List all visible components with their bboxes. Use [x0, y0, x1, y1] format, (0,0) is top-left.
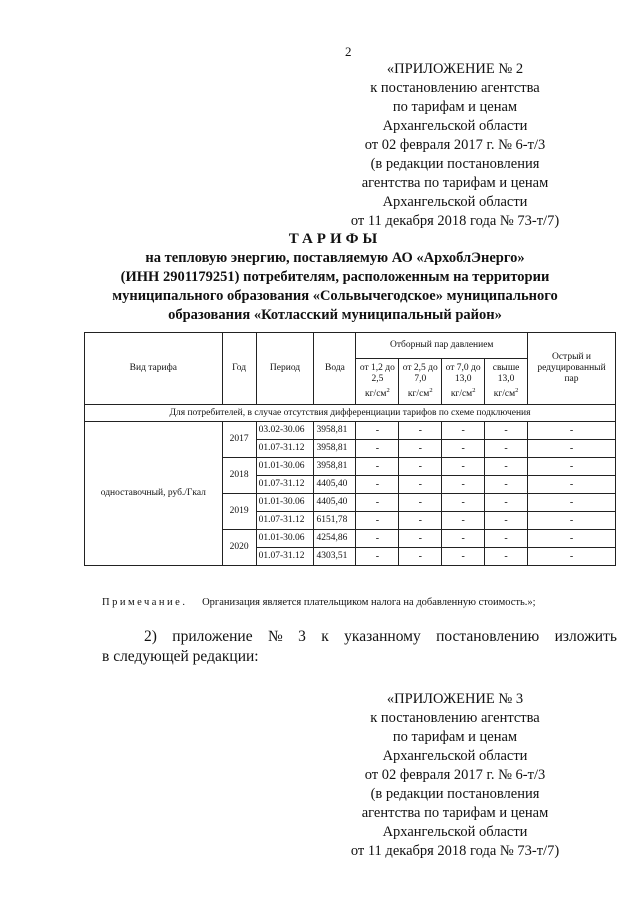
water-cell: 3958,81: [314, 458, 356, 476]
header-sharp-steam: Острый и редуцированный пар: [528, 333, 616, 405]
period-cell: 03.02-30.06: [256, 422, 314, 440]
appendix-line: агентства по тарифам и ценам: [361, 175, 549, 191]
dash-cell: -: [485, 548, 528, 566]
period-cell: 01.07-31.12: [256, 476, 314, 494]
dash-cell: -: [485, 530, 528, 548]
appendix-line: по тарифам и ценам: [392, 99, 518, 115]
dash-cell: -: [442, 530, 485, 548]
header-steam-4: свыше 13,0 $кг/см^2$: [485, 359, 528, 405]
appendix-line: по тарифам и ценам: [392, 729, 518, 745]
dash-cell: -: [442, 476, 485, 494]
header-steam-1: от 1,2 до 2,5 $кг/см^2$: [356, 359, 399, 405]
appendix-line: от 11 декабря 2018 года № 73-т/7): [350, 213, 560, 229]
appendix-line: от 11 декабря 2018 года № 73-т/7): [350, 843, 560, 859]
dash-cell: -: [528, 440, 616, 458]
tariff-title: [100, 230, 570, 325]
water-cell: 3958,81: [314, 422, 356, 440]
appendix-line: к постановлению агентства: [370, 710, 540, 726]
period-cell: 01.07-31.12: [256, 548, 314, 566]
header-steam-3: от 7,0 до 13,0 $кг/см^2$: [442, 359, 485, 405]
paragraph-word: приложение: [172, 628, 253, 645]
table-row: [85, 422, 616, 440]
amendment-paragraph: [102, 627, 617, 667]
period-cell: 01.01-30.06: [256, 494, 314, 512]
page-number: 2: [345, 44, 352, 59]
dash-cell: -: [528, 422, 616, 440]
water-cell: 4303,51: [314, 548, 356, 566]
year-cell: 2020: [222, 530, 256, 566]
title-line: на тепловую энергию, поставляемую АО «АрхоблЭнерго»: [145, 250, 525, 266]
dash-cell: -: [399, 476, 442, 494]
water-cell: 4405,40: [314, 494, 356, 512]
dash-cell: -: [485, 422, 528, 440]
header-tariff-type: Вид тарифа: [85, 333, 223, 405]
paragraph-line-1: [102, 627, 617, 647]
water-cell: 4254,86: [314, 530, 356, 548]
dash-cell: -: [399, 422, 442, 440]
header-water: Вода: [314, 333, 356, 405]
water-cell: 3958,81: [314, 440, 356, 458]
year-cell: 2019: [222, 494, 256, 530]
period-cell: 01.01-30.06: [256, 530, 314, 548]
dash-cell: -: [442, 458, 485, 476]
paragraph-word: 2): [144, 628, 157, 645]
dash-cell: -: [356, 458, 399, 476]
note-text: Организация является плательщиком налога на добавленную стоимость.»;: [202, 597, 536, 608]
paragraph-word: указанному: [344, 628, 421, 645]
appendix-line: Архангельской области: [382, 194, 528, 210]
period-cell: 01.01-30.06: [256, 458, 314, 476]
dash-cell: -: [356, 530, 399, 548]
header-period: Период: [256, 333, 314, 405]
header-steam-group: Отборный пар давлением: [356, 333, 528, 359]
dash-cell: -: [442, 548, 485, 566]
dash-cell: -: [528, 512, 616, 530]
dash-cell: -: [485, 476, 528, 494]
paragraph-word: к: [321, 628, 329, 645]
dash-cell: -: [442, 422, 485, 440]
appendix-line: к постановлению агентства: [370, 80, 540, 96]
appendix-line: (в редакции постановления: [370, 156, 540, 172]
water-cell: 4405,40: [314, 476, 356, 494]
dash-cell: -: [442, 512, 485, 530]
paragraph-word: 3: [298, 628, 306, 645]
appendix-line: «ПРИЛОЖЕНИЕ № 2: [386, 61, 524, 77]
appendix-line: (в редакции постановления: [370, 786, 540, 802]
appendix-line: Архангельской области: [382, 824, 528, 840]
section-label: Для потребителей, в случае отсутствия дифференциации тарифов по схеме подключения: [85, 405, 616, 422]
paragraph-line-2: в следующей редакции:: [102, 648, 259, 665]
title-line: (ИНН 2901179251) потребителям, расположенным на территории: [120, 269, 550, 285]
title-heading: ТАРИФЫ: [288, 231, 382, 247]
dash-cell: -: [485, 458, 528, 476]
dash-cell: -: [399, 440, 442, 458]
dash-cell: -: [528, 530, 616, 548]
appendix-2-header: [330, 60, 580, 231]
appendix-line: агентства по тарифам и ценам: [361, 805, 549, 821]
dash-cell: -: [356, 494, 399, 512]
dash-cell: -: [442, 440, 485, 458]
tariff-name: одноставочный, руб./Гкал: [85, 422, 223, 566]
dash-cell: -: [485, 440, 528, 458]
header-year: Год: [222, 333, 256, 405]
title-line: образования «Котласский муниципальный район»: [168, 307, 502, 323]
appendix-line: «ПРИЛОЖЕНИЕ № 3: [386, 691, 524, 707]
dash-cell: -: [528, 476, 616, 494]
appendix-line: от 02 февраля 2017 г. № 6-т/3: [364, 767, 546, 783]
paragraph-word: №: [267, 628, 283, 645]
dash-cell: -: [528, 548, 616, 566]
dash-cell: -: [399, 458, 442, 476]
dash-cell: -: [399, 512, 442, 530]
dash-cell: -: [356, 476, 399, 494]
dash-cell: -: [356, 422, 399, 440]
period-cell: 01.07-31.12: [256, 440, 314, 458]
dash-cell: -: [356, 548, 399, 566]
dash-cell: -: [485, 512, 528, 530]
dash-cell: -: [356, 440, 399, 458]
appendix-line: Архангельской области: [382, 748, 528, 764]
appendix-3-header: [330, 690, 580, 861]
dash-cell: -: [399, 530, 442, 548]
period-cell: 01.07-31.12: [256, 512, 314, 530]
dash-cell: -: [356, 512, 399, 530]
dash-cell: -: [399, 548, 442, 566]
appendix-line: Архангельской области: [382, 118, 528, 134]
water-cell: 6151,78: [314, 512, 356, 530]
header-steam-2: от 2,5 до 7,0 $кг/см^2$: [399, 359, 442, 405]
dash-cell: -: [528, 458, 616, 476]
tariff-table: [84, 332, 616, 566]
year-cell: 2018: [222, 458, 256, 494]
paragraph-word: постановлению: [436, 628, 540, 645]
appendix-line: от 02 февраля 2017 г. № 6-т/3: [364, 137, 546, 153]
year-cell: 2017: [222, 422, 256, 458]
title-line: муниципального образования «Сольвычегодское» муниципального: [112, 288, 558, 304]
note: [102, 597, 536, 608]
paragraph-word: изложить: [554, 628, 617, 645]
dash-cell: -: [399, 494, 442, 512]
dash-cell: -: [442, 494, 485, 512]
dash-cell: -: [485, 494, 528, 512]
dash-cell: -: [528, 494, 616, 512]
note-label: Примечание.: [102, 597, 188, 608]
